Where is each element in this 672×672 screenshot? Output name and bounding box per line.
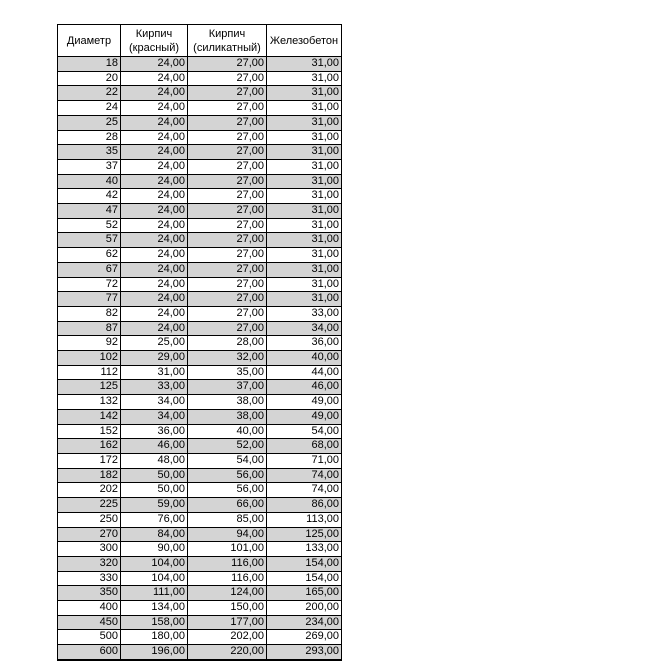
cell-reinforced-concrete: 31,00 bbox=[267, 71, 342, 86]
cell-reinforced-concrete: 165,00 bbox=[267, 586, 342, 601]
cell-brick-red: 196,00 bbox=[121, 645, 188, 660]
table-row bbox=[58, 145, 342, 160]
table-row bbox=[58, 453, 342, 468]
cell-brick-red: 24,00 bbox=[121, 86, 188, 101]
table-row bbox=[58, 101, 342, 116]
cell-brick-red: 24,00 bbox=[121, 57, 188, 72]
table-row bbox=[58, 586, 342, 601]
table-row bbox=[58, 130, 342, 145]
cell-brick-red: 50,00 bbox=[121, 468, 188, 483]
cell-reinforced-concrete: 31,00 bbox=[267, 57, 342, 72]
cell-reinforced-concrete: 234,00 bbox=[267, 615, 342, 630]
table-row bbox=[58, 204, 342, 219]
cell-brick-red: 24,00 bbox=[121, 189, 188, 204]
table-row bbox=[58, 306, 342, 321]
cell-brick-red: 46,00 bbox=[121, 439, 188, 454]
cell-diameter: 300 bbox=[58, 542, 121, 557]
cell-brick-red: 24,00 bbox=[121, 159, 188, 174]
cell-reinforced-concrete: 200,00 bbox=[267, 601, 342, 616]
cell-reinforced-concrete: 31,00 bbox=[267, 159, 342, 174]
table-row bbox=[58, 615, 342, 630]
cell-reinforced-concrete: 71,00 bbox=[267, 453, 342, 468]
cell-brick-red: 33,00 bbox=[121, 380, 188, 395]
table-row bbox=[58, 218, 342, 233]
cell-diameter: 52 bbox=[58, 218, 121, 233]
cell-reinforced-concrete: 154,00 bbox=[267, 571, 342, 586]
cell-brick-red: 29,00 bbox=[121, 351, 188, 366]
cell-diameter: 62 bbox=[58, 248, 121, 263]
cell-brick-silicate: 52,00 bbox=[188, 439, 267, 454]
cell-diameter: 82 bbox=[58, 306, 121, 321]
cell-brick-red: 31,00 bbox=[121, 365, 188, 380]
cell-reinforced-concrete: 31,00 bbox=[267, 189, 342, 204]
cell-brick-silicate: 27,00 bbox=[188, 204, 267, 219]
cell-brick-silicate: 27,00 bbox=[188, 248, 267, 263]
cell-reinforced-concrete: 113,00 bbox=[267, 512, 342, 527]
cell-brick-silicate: 116,00 bbox=[188, 556, 267, 571]
cell-diameter: 72 bbox=[58, 277, 121, 292]
table-row bbox=[58, 86, 342, 101]
header-brick-red: Кирпич (красный) bbox=[121, 25, 188, 57]
cell-brick-silicate: 32,00 bbox=[188, 351, 267, 366]
table-row bbox=[58, 57, 342, 72]
cell-brick-silicate: 27,00 bbox=[188, 233, 267, 248]
cell-brick-red: 24,00 bbox=[121, 262, 188, 277]
cell-brick-red: 24,00 bbox=[121, 174, 188, 189]
cell-brick-red: 24,00 bbox=[121, 218, 188, 233]
cell-brick-silicate: 27,00 bbox=[188, 115, 267, 130]
cell-reinforced-concrete: 154,00 bbox=[267, 556, 342, 571]
table-row bbox=[58, 645, 342, 660]
cell-brick-silicate: 202,00 bbox=[188, 630, 267, 645]
cell-diameter: 28 bbox=[58, 130, 121, 145]
cell-reinforced-concrete: 40,00 bbox=[267, 351, 342, 366]
cell-brick-red: 24,00 bbox=[121, 248, 188, 263]
cell-diameter: 225 bbox=[58, 498, 121, 513]
cell-brick-silicate: 124,00 bbox=[188, 586, 267, 601]
cell-brick-silicate: 56,00 bbox=[188, 468, 267, 483]
cell-brick-red: 180,00 bbox=[121, 630, 188, 645]
cell-diameter: 42 bbox=[58, 189, 121, 204]
cell-diameter: 92 bbox=[58, 336, 121, 351]
cell-brick-silicate: 56,00 bbox=[188, 483, 267, 498]
table-row bbox=[58, 498, 342, 513]
table-row bbox=[58, 601, 342, 616]
cell-reinforced-concrete: 31,00 bbox=[267, 277, 342, 292]
table-row bbox=[58, 71, 342, 86]
cell-brick-red: 24,00 bbox=[121, 321, 188, 336]
table-row bbox=[58, 409, 342, 424]
cell-reinforced-concrete: 36,00 bbox=[267, 336, 342, 351]
cell-reinforced-concrete: 31,00 bbox=[267, 174, 342, 189]
table-row bbox=[58, 483, 342, 498]
cell-reinforced-concrete: 31,00 bbox=[267, 115, 342, 130]
cell-reinforced-concrete: 34,00 bbox=[267, 321, 342, 336]
cell-brick-silicate: 177,00 bbox=[188, 615, 267, 630]
cell-diameter: 132 bbox=[58, 395, 121, 410]
cell-reinforced-concrete: 31,00 bbox=[267, 204, 342, 219]
cell-diameter: 18 bbox=[58, 57, 121, 72]
table-row bbox=[58, 321, 342, 336]
cell-reinforced-concrete: 49,00 bbox=[267, 395, 342, 410]
table-row bbox=[58, 424, 342, 439]
cell-brick-red: 84,00 bbox=[121, 527, 188, 542]
cell-brick-red: 50,00 bbox=[121, 483, 188, 498]
cell-brick-silicate: 35,00 bbox=[188, 365, 267, 380]
cell-brick-red: 24,00 bbox=[121, 71, 188, 86]
cell-diameter: 600 bbox=[58, 645, 121, 660]
cell-brick-silicate: 220,00 bbox=[188, 645, 267, 660]
cell-brick-silicate: 27,00 bbox=[188, 306, 267, 321]
table-row bbox=[58, 630, 342, 645]
cell-brick-red: 34,00 bbox=[121, 395, 188, 410]
header-reinforced-concrete: Железобетон bbox=[267, 25, 342, 57]
table-row bbox=[58, 336, 342, 351]
cell-brick-red: 34,00 bbox=[121, 409, 188, 424]
cell-brick-red: 104,00 bbox=[121, 571, 188, 586]
cell-reinforced-concrete: 74,00 bbox=[267, 483, 342, 498]
cell-diameter: 350 bbox=[58, 586, 121, 601]
table-row bbox=[58, 527, 342, 542]
cell-reinforced-concrete: 49,00 bbox=[267, 409, 342, 424]
cell-reinforced-concrete: 125,00 bbox=[267, 527, 342, 542]
cell-brick-red: 24,00 bbox=[121, 101, 188, 116]
cell-brick-silicate: 85,00 bbox=[188, 512, 267, 527]
cell-brick-red: 158,00 bbox=[121, 615, 188, 630]
header-brick-silicate: Кирпич (силикатный) bbox=[188, 25, 267, 57]
cell-diameter: 320 bbox=[58, 556, 121, 571]
cell-diameter: 112 bbox=[58, 365, 121, 380]
cell-reinforced-concrete: 68,00 bbox=[267, 439, 342, 454]
cell-brick-silicate: 40,00 bbox=[188, 424, 267, 439]
cell-brick-silicate: 27,00 bbox=[188, 321, 267, 336]
cell-brick-red: 90,00 bbox=[121, 542, 188, 557]
table-row bbox=[58, 351, 342, 366]
price-table bbox=[57, 24, 342, 661]
table-row bbox=[58, 277, 342, 292]
cell-brick-silicate: 28,00 bbox=[188, 336, 267, 351]
cell-reinforced-concrete: 44,00 bbox=[267, 365, 342, 380]
table-row bbox=[58, 439, 342, 454]
cell-brick-red: 24,00 bbox=[121, 277, 188, 292]
cell-brick-silicate: 94,00 bbox=[188, 527, 267, 542]
cell-brick-red: 25,00 bbox=[121, 336, 188, 351]
cell-brick-silicate: 27,00 bbox=[188, 277, 267, 292]
cell-brick-red: 24,00 bbox=[121, 130, 188, 145]
cell-brick-silicate: 27,00 bbox=[188, 101, 267, 116]
cell-reinforced-concrete: 74,00 bbox=[267, 468, 342, 483]
cell-brick-red: 24,00 bbox=[121, 115, 188, 130]
cell-brick-silicate: 116,00 bbox=[188, 571, 267, 586]
table-body bbox=[58, 57, 342, 660]
table-row bbox=[58, 468, 342, 483]
cell-brick-red: 24,00 bbox=[121, 145, 188, 160]
table-row bbox=[58, 159, 342, 174]
cell-reinforced-concrete: 269,00 bbox=[267, 630, 342, 645]
table-row bbox=[58, 571, 342, 586]
table-row bbox=[58, 233, 342, 248]
cell-brick-silicate: 27,00 bbox=[188, 71, 267, 86]
cell-diameter: 35 bbox=[58, 145, 121, 160]
cell-diameter: 500 bbox=[58, 630, 121, 645]
cell-diameter: 330 bbox=[58, 571, 121, 586]
table-row bbox=[58, 380, 342, 395]
header-diameter: Диаметр bbox=[58, 25, 121, 57]
cell-reinforced-concrete: 31,00 bbox=[267, 262, 342, 277]
cell-reinforced-concrete: 31,00 bbox=[267, 101, 342, 116]
cell-brick-silicate: 37,00 bbox=[188, 380, 267, 395]
table-row bbox=[58, 115, 342, 130]
cell-diameter: 77 bbox=[58, 292, 121, 307]
cell-diameter: 125 bbox=[58, 380, 121, 395]
table-row bbox=[58, 174, 342, 189]
cell-brick-silicate: 27,00 bbox=[188, 130, 267, 145]
cell-diameter: 172 bbox=[58, 453, 121, 468]
cell-reinforced-concrete: 54,00 bbox=[267, 424, 342, 439]
cell-brick-silicate: 27,00 bbox=[188, 86, 267, 101]
table-row bbox=[58, 542, 342, 557]
cell-brick-red: 24,00 bbox=[121, 233, 188, 248]
cell-reinforced-concrete: 293,00 bbox=[267, 645, 342, 660]
cell-diameter: 250 bbox=[58, 512, 121, 527]
cell-brick-silicate: 101,00 bbox=[188, 542, 267, 557]
cell-brick-red: 104,00 bbox=[121, 556, 188, 571]
cell-diameter: 25 bbox=[58, 115, 121, 130]
cell-reinforced-concrete: 31,00 bbox=[267, 130, 342, 145]
table-row bbox=[58, 292, 342, 307]
cell-brick-silicate: 66,00 bbox=[188, 498, 267, 513]
table-row bbox=[58, 248, 342, 263]
cell-brick-red: 48,00 bbox=[121, 453, 188, 468]
cell-brick-silicate: 38,00 bbox=[188, 409, 267, 424]
cell-brick-red: 24,00 bbox=[121, 306, 188, 321]
cell-brick-red: 24,00 bbox=[121, 292, 188, 307]
table-row bbox=[58, 189, 342, 204]
cell-reinforced-concrete: 31,00 bbox=[267, 218, 342, 233]
cell-diameter: 24 bbox=[58, 101, 121, 116]
cell-reinforced-concrete: 33,00 bbox=[267, 306, 342, 321]
cell-reinforced-concrete: 31,00 bbox=[267, 145, 342, 160]
cell-diameter: 152 bbox=[58, 424, 121, 439]
cell-brick-silicate: 27,00 bbox=[188, 159, 267, 174]
cell-reinforced-concrete: 86,00 bbox=[267, 498, 342, 513]
cell-diameter: 270 bbox=[58, 527, 121, 542]
cell-brick-silicate: 27,00 bbox=[188, 218, 267, 233]
cell-reinforced-concrete: 31,00 bbox=[267, 86, 342, 101]
cell-reinforced-concrete: 133,00 bbox=[267, 542, 342, 557]
cell-diameter: 102 bbox=[58, 351, 121, 366]
cell-reinforced-concrete: 46,00 bbox=[267, 380, 342, 395]
cell-diameter: 22 bbox=[58, 86, 121, 101]
cell-reinforced-concrete: 31,00 bbox=[267, 292, 342, 307]
table-row bbox=[58, 262, 342, 277]
header-row bbox=[58, 25, 342, 57]
cell-diameter: 162 bbox=[58, 439, 121, 454]
cell-brick-silicate: 54,00 bbox=[188, 453, 267, 468]
cell-diameter: 87 bbox=[58, 321, 121, 336]
cell-diameter: 450 bbox=[58, 615, 121, 630]
cell-reinforced-concrete: 31,00 bbox=[267, 233, 342, 248]
cell-diameter: 182 bbox=[58, 468, 121, 483]
cell-brick-silicate: 27,00 bbox=[188, 145, 267, 160]
cell-brick-silicate: 27,00 bbox=[188, 57, 267, 72]
cell-diameter: 57 bbox=[58, 233, 121, 248]
cell-reinforced-concrete: 31,00 bbox=[267, 248, 342, 263]
cell-brick-red: 111,00 bbox=[121, 586, 188, 601]
cell-diameter: 20 bbox=[58, 71, 121, 86]
cell-diameter: 37 bbox=[58, 159, 121, 174]
cell-brick-silicate: 27,00 bbox=[188, 189, 267, 204]
table-row bbox=[58, 512, 342, 527]
cell-diameter: 400 bbox=[58, 601, 121, 616]
cell-brick-silicate: 27,00 bbox=[188, 262, 267, 277]
table-row bbox=[58, 365, 342, 380]
cell-brick-silicate: 38,00 bbox=[188, 395, 267, 410]
cell-brick-red: 59,00 bbox=[121, 498, 188, 513]
table-row bbox=[58, 395, 342, 410]
table-row bbox=[58, 556, 342, 571]
cell-diameter: 47 bbox=[58, 204, 121, 219]
cell-diameter: 142 bbox=[58, 409, 121, 424]
cell-brick-red: 24,00 bbox=[121, 204, 188, 219]
cell-brick-silicate: 150,00 bbox=[188, 601, 267, 616]
cell-brick-red: 36,00 bbox=[121, 424, 188, 439]
cell-diameter: 202 bbox=[58, 483, 121, 498]
cell-brick-silicate: 27,00 bbox=[188, 292, 267, 307]
cell-diameter: 67 bbox=[58, 262, 121, 277]
cell-diameter: 40 bbox=[58, 174, 121, 189]
cell-brick-red: 134,00 bbox=[121, 601, 188, 616]
cell-brick-silicate: 27,00 bbox=[188, 174, 267, 189]
cell-brick-red: 76,00 bbox=[121, 512, 188, 527]
